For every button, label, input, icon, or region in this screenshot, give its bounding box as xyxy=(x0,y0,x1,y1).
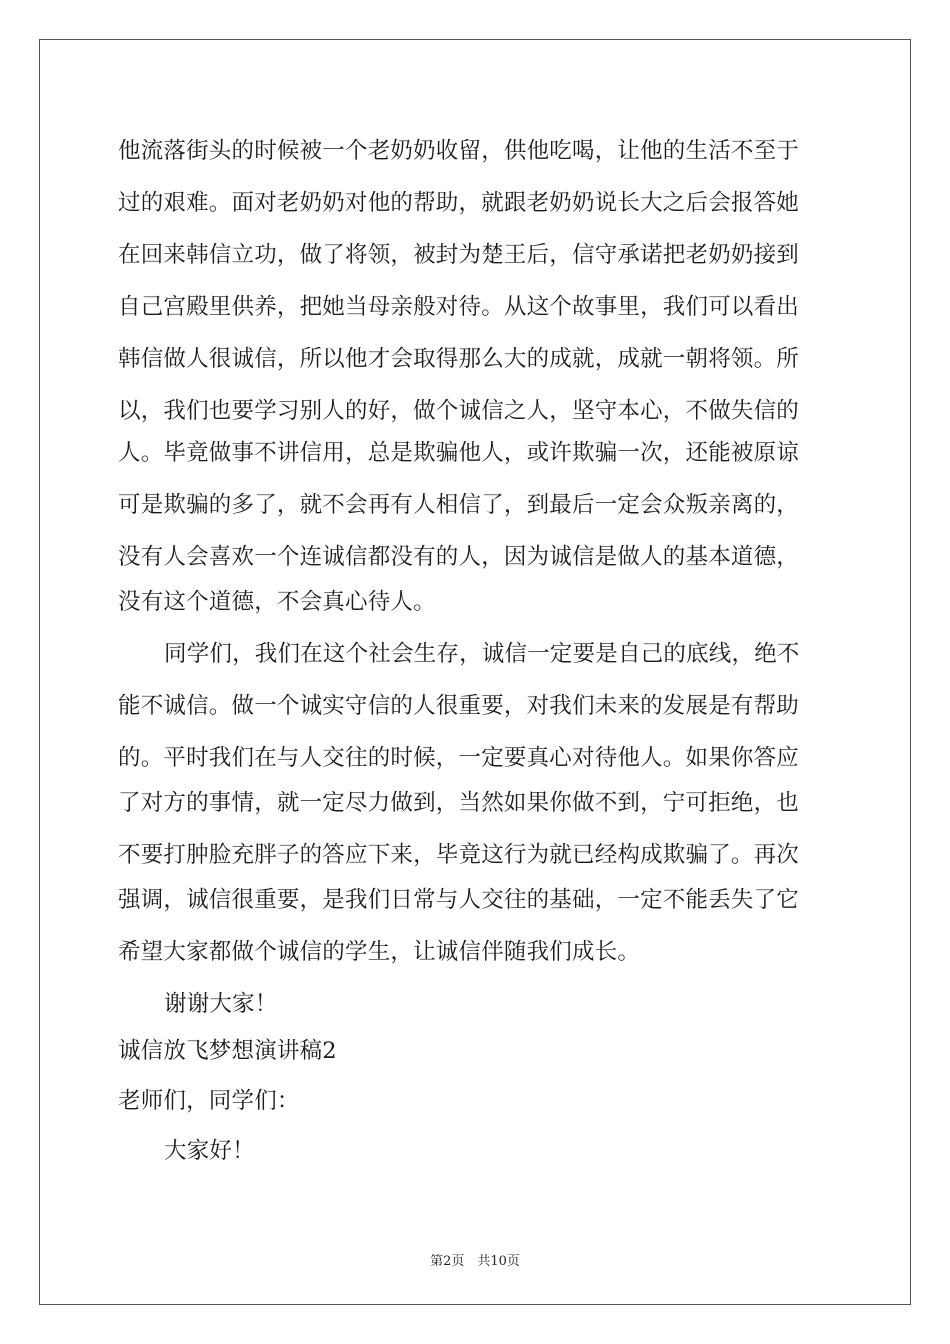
text-line: 没有人会喜欢一个连诚信都没有的人，因为诚信是做人的基本道德， xyxy=(118,544,800,570)
text-line: 在回来韩信立功，做了将领，被封为楚王后，信守承诺把老奶奶接到 xyxy=(118,242,800,268)
section-title: 诚信放飞梦想演讲稿2 xyxy=(118,1038,337,1064)
text-line: 希望大家都做个诚信的学生，让诚信伴随我们成长。 xyxy=(118,939,641,965)
text-line: 的。平时我们在与人交往的时候，一定要真心对待他人。如果你答应 xyxy=(118,745,800,771)
text-line: 韩信做人很诚信，所以他才会取得那么大的成就，成就一朝将领。所 xyxy=(118,346,800,372)
page-number: 第2页 共10页 xyxy=(430,1254,520,1269)
text-line: 过的艰难。面对老奶奶对他的帮助，就跟老奶奶说长大之后会报答她 xyxy=(118,190,800,216)
text-line: 人。毕竟做事不讲信用，总是欺骗他人，或许欺骗一次，还能被原谅 xyxy=(118,440,800,466)
text-line: 以，我们也要学习别人的好，做个诚信之人，坚守本心，不做失信的 xyxy=(118,398,800,424)
paragraph-first-line: 同学们，我们在这个社会生存，诚信一定要是自己的底线，绝不 xyxy=(164,641,800,667)
text-line: 能不诚信。做一个诚实守信的人很重要，对我们未来的发展是有帮助 xyxy=(118,693,800,719)
text-line: 可是欺骗的多了，就不会再有人相信了，到最后一定会众叛亲离的， xyxy=(118,492,800,518)
text-line: 强调，诚信很重要，是我们日常与人交往的基础，一定不能丢失了它 xyxy=(118,887,800,913)
page-border xyxy=(39,39,911,1305)
text-line: 不要打肿脸充胖子的答应下来，毕竟这行为就已经构成欺骗了。再次 xyxy=(118,842,800,868)
text-line: 了对方的事情，就一定尽力做到，当然如果你做不到，宁可拒绝，也 xyxy=(118,790,800,816)
text-line: 他流落街头的时候被一个老奶奶收留，供他吃喝，让他的生活不至于 xyxy=(118,138,800,164)
closing-line: 谢谢大家！ xyxy=(164,991,278,1017)
text-line: 没有这个道德，不会真心待人。 xyxy=(118,589,436,615)
salutation: 老师们，同学们： xyxy=(118,1088,300,1114)
text-line: 自己宫殿里供养，把她当母亲般对待。从这个故事里，我们可以看出 xyxy=(118,294,800,320)
greeting: 大家好！ xyxy=(164,1138,255,1164)
